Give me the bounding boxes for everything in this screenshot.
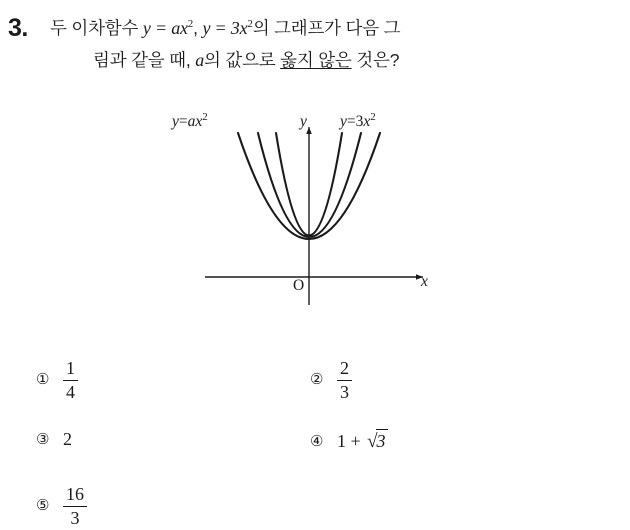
choice-5-numerator: 16: [65, 484, 84, 504]
question-math-y-ax2: [143, 18, 193, 38]
choice-5-marker: ⑤: [36, 497, 50, 515]
choice-2-denominator: 3: [337, 380, 352, 403]
radical-icon: √: [367, 431, 378, 452]
choice-4-radicand: 3: [376, 431, 386, 451]
question-line1-pre: 두 이차함수: [50, 18, 143, 38]
choice-4[interactable]: [310, 429, 388, 453]
choice-3-marker: ③: [36, 431, 50, 448]
question-number: 3.: [8, 14, 28, 42]
curve-label-ax2: $y=ax^2$: [172, 111, 208, 131]
math-y-3x2-base: y = 3x: [202, 18, 248, 38]
choice-1-marker: ①: [36, 371, 50, 389]
choice-1-denominator: 4: [63, 380, 78, 403]
question-line1-post: 의 그래프가 다음 그: [252, 18, 401, 38]
question-block: [0, 8, 630, 76]
question-line1-mid: ,: [193, 18, 203, 38]
choice-5-denominator: 3: [63, 506, 87, 529]
question-emphasis: 옳지 않은: [280, 50, 352, 70]
question-line2: [93, 44, 612, 76]
choice-3-value: 2: [62, 429, 72, 449]
question-text: [50, 8, 612, 76]
parabola-figure: [150, 105, 480, 310]
choice-5[interactable]: [36, 485, 87, 529]
question-line2-pre: 림과 같을 때,: [93, 50, 196, 70]
choice-1-numerator: 1: [65, 358, 75, 378]
question-math-y-3x2: [202, 18, 252, 38]
origin-label: O: [293, 277, 305, 294]
question-line2-mid: 의 값으로: [204, 50, 281, 70]
y-axis-arrow: [306, 127, 312, 134]
choice-1[interactable]: [36, 359, 78, 403]
choice-2-numerator: 2: [339, 358, 349, 378]
choice-4-prefix: 1 +: [336, 431, 361, 451]
y-axis-label: y: [300, 113, 307, 130]
math-y-ax2-exponent: 2: [187, 18, 194, 30]
question-line2-post: 것은?: [351, 50, 400, 70]
math-a: a: [195, 50, 204, 70]
choice-2[interactable]: [310, 359, 352, 403]
choice-1-value: [63, 358, 78, 402]
math-y-3x2-exponent: 2: [247, 18, 253, 30]
choice-3[interactable]: [36, 429, 72, 450]
choice-4-sqrt: [365, 429, 387, 453]
x-axis-label: x: [421, 273, 428, 290]
choice-2-marker: ②: [310, 371, 324, 389]
curve-label-3x2: $y=3x^2$: [340, 111, 376, 131]
math-y-ax2-base: y = ax: [142, 18, 188, 38]
choice-2-value: [337, 358, 352, 402]
choice-5-value: [63, 484, 87, 528]
choice-4-marker: ④: [310, 433, 324, 450]
parabola-svg: [150, 105, 480, 310]
